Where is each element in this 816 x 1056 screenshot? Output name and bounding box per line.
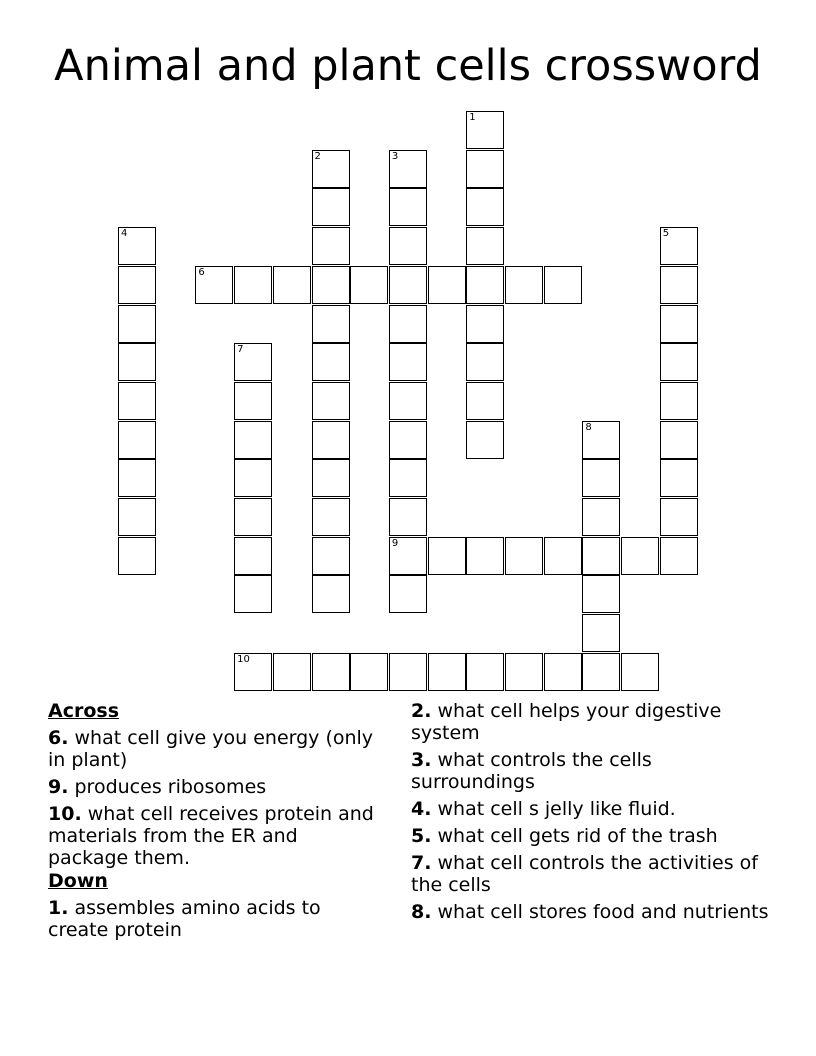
grid-cell[interactable] [466, 227, 504, 265]
grid-cell[interactable] [389, 498, 427, 536]
clue-text: what cell controls the activities of the cells [411, 852, 758, 896]
grid-cell[interactable] [428, 537, 466, 575]
grid-cell[interactable] [389, 537, 427, 575]
grid-cell[interactable] [660, 343, 698, 381]
grid-cell[interactable] [118, 305, 156, 343]
grid-cell[interactable] [118, 266, 156, 304]
cell-number: 6 [198, 266, 205, 278]
clue-number: 4. [411, 798, 432, 820]
page-title: Animal and plant cells crossword [54, 41, 762, 91]
grid-cell[interactable] [389, 653, 427, 691]
cell-number: 7 [237, 344, 244, 356]
grid-cell[interactable] [312, 575, 350, 613]
grid-cell[interactable] [389, 459, 427, 497]
clue-down-4 [411, 798, 781, 820]
clue-number: 5. [411, 825, 432, 847]
grid-cell[interactable] [582, 459, 620, 497]
grid-cell[interactable] [544, 266, 582, 304]
grid-cell[interactable] [312, 266, 350, 304]
grid-cell[interactable] [118, 227, 156, 265]
grid-cell[interactable] [350, 266, 388, 304]
grid-cell[interactable] [312, 150, 350, 188]
grid-cell[interactable] [466, 266, 504, 304]
grid-cell[interactable] [389, 382, 427, 420]
cell-number: 5 [662, 228, 670, 240]
grid-cell[interactable] [466, 188, 504, 226]
grid-cell[interactable] [118, 459, 156, 497]
clue-number: 7. [411, 852, 432, 874]
grid-cell[interactable] [544, 537, 582, 575]
grid-cell[interactable] [389, 305, 427, 343]
grid-cell[interactable] [466, 343, 504, 381]
grid-cell[interactable] [312, 498, 350, 536]
grid-cell[interactable] [466, 537, 504, 575]
grid-cell[interactable] [660, 382, 698, 420]
grid-cell[interactable] [389, 421, 427, 459]
cell-number: 9 [391, 537, 399, 549]
grid-cell[interactable] [505, 653, 543, 691]
clue-across-6 [48, 727, 378, 771]
grid-cell[interactable] [234, 537, 272, 575]
grid-cell[interactable] [234, 266, 272, 304]
cell-number: 4 [121, 228, 128, 240]
down-heading: Down [48, 870, 108, 892]
grid-cell[interactable] [234, 382, 272, 420]
grid-cell[interactable] [582, 498, 620, 536]
grid-cell[interactable] [234, 653, 272, 691]
grid-cell[interactable] [582, 575, 620, 613]
clue-down-5 [411, 825, 781, 847]
grid-cell[interactable] [312, 653, 350, 691]
grid-cell[interactable] [389, 266, 427, 304]
grid-cell[interactable] [582, 614, 620, 652]
cell-number: 1 [469, 112, 476, 123]
grid-cell[interactable] [389, 575, 427, 613]
grid-cell[interactable] [621, 653, 659, 691]
grid-cell[interactable] [660, 266, 698, 304]
cell-number: 2 [314, 150, 321, 162]
grid-cell[interactable] [660, 227, 698, 265]
grid-cell[interactable] [312, 305, 350, 343]
grid-cell[interactable] [118, 382, 156, 420]
clue-list-left [48, 700, 378, 946]
grid-cell[interactable] [544, 653, 582, 691]
clue-text: what cell give you energy (only in plant) [48, 727, 374, 771]
clue-text: what cell s jelly like fluid. [437, 798, 676, 820]
grid-cell[interactable] [428, 653, 466, 691]
clue-text: produces ribosomes [74, 776, 267, 798]
grid-cell[interactable] [582, 421, 620, 459]
clue-number: 3. [411, 749, 432, 771]
grid-cell[interactable] [389, 150, 427, 188]
clue-number: 9. [48, 776, 69, 798]
grid-cell[interactable] [466, 111, 504, 149]
clue-text: what cell gets rid of the trash [437, 825, 718, 847]
grid-cell[interactable] [660, 421, 698, 459]
clue-down-8 [411, 901, 781, 923]
clue-text: assembles amino acids to create protein [48, 897, 321, 941]
grid-cell[interactable] [273, 653, 311, 691]
clue-number: 6. [48, 727, 69, 749]
grid-cell[interactable] [350, 653, 388, 691]
grid-cell[interactable] [234, 459, 272, 497]
clue-number: 10. [48, 803, 82, 825]
clue-across-10 [48, 803, 378, 869]
grid-cell[interactable] [118, 498, 156, 536]
clue-down-1 [48, 897, 378, 941]
grid-cell[interactable] [466, 150, 504, 188]
grid-cell[interactable] [312, 343, 350, 381]
grid-cell[interactable] [234, 498, 272, 536]
clue-text: what cell receives protein and materials from the ER and package them. [48, 803, 374, 869]
clue-across-9 [48, 776, 378, 798]
grid-cell[interactable] [234, 421, 272, 459]
clue-down-3 [411, 749, 781, 793]
grid-cell[interactable] [312, 459, 350, 497]
clue-text: what cell helps your digestive system [411, 700, 722, 744]
grid-cell[interactable] [312, 537, 350, 575]
grid-cell[interactable] [118, 421, 156, 459]
grid-cell[interactable] [621, 537, 659, 575]
grid-cell[interactable] [234, 575, 272, 613]
clue-text: what controls the cells surroundings [411, 749, 652, 793]
cell-number: 10 [237, 653, 250, 665]
grid-cell[interactable] [505, 537, 543, 575]
clue-number: 1. [48, 897, 69, 919]
grid-cell[interactable] [195, 266, 233, 304]
grid-cell[interactable] [389, 188, 427, 226]
grid-cell[interactable] [466, 382, 504, 420]
clue-list-right [411, 700, 781, 928]
grid-cell[interactable] [660, 459, 698, 497]
grid-cell[interactable] [312, 188, 350, 226]
grid-cell[interactable] [312, 227, 350, 265]
across-heading: Across [48, 700, 120, 722]
cell-number: 8 [585, 421, 592, 433]
clue-number: 2. [411, 700, 432, 722]
grid-cell[interactable] [428, 266, 466, 304]
grid-cell[interactable] [466, 305, 504, 343]
grid-cell[interactable] [389, 343, 427, 381]
grid-cell[interactable] [582, 537, 620, 575]
grid-cell[interactable] [234, 343, 272, 381]
grid-cell[interactable] [660, 305, 698, 343]
grid-cell[interactable] [660, 537, 698, 575]
grid-cell[interactable] [118, 343, 156, 381]
clue-text: what cell stores food and nutrients [437, 901, 769, 923]
grid-cell[interactable] [389, 227, 427, 265]
grid-cell[interactable] [312, 421, 350, 459]
grid-cell[interactable] [466, 653, 504, 691]
grid-cell[interactable] [312, 382, 350, 420]
cell-number: 3 [391, 150, 399, 162]
grid-cell[interactable] [118, 537, 156, 575]
grid-cell[interactable] [582, 653, 620, 691]
grid-cell[interactable] [505, 266, 543, 304]
grid-cell[interactable] [466, 421, 504, 459]
clue-down-7 [411, 852, 781, 896]
grid-cell[interactable] [660, 498, 698, 536]
clue-number: 8. [411, 901, 432, 923]
grid-cell[interactable] [273, 266, 311, 304]
clue-down-2 [411, 700, 781, 744]
